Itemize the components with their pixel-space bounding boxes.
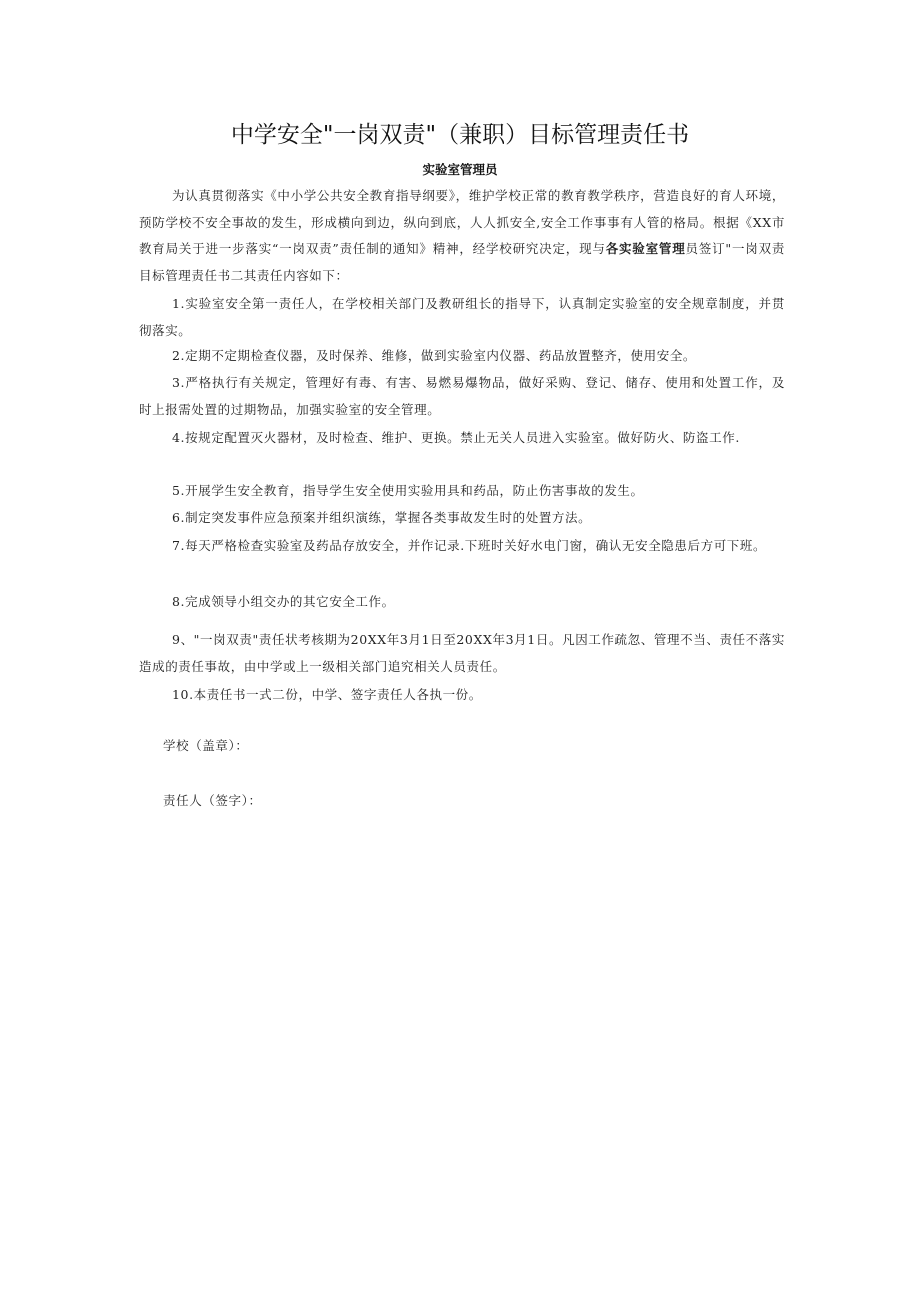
list-item-8: 8.完成领导小组交办的其它安全工作。 [172,594,395,609]
document-title: 中学安全"一岗双责"（兼职）目标管理责任书 [230,122,690,148]
intro-paragraph [139,183,785,289]
document-subtitle: 实验室管理员 [422,162,498,177]
intro-text-part1: 为认真贯彻落实《中小学公共安全教育指导纲要》，维护学校正常的教育教学秩序，营造良好的育人环境，预防学校不安全事故的发生，形成横向到边，纵向到底，人人抓安全,安全工作事事有人管的格局。根据《XX市教育局关于进一步落实“一岗双责”责任制的通知》精神，经学校研究决定，现与 [139,188,785,256]
list-item-2: 2.定期不定期检查仪器，及时保养、维修，做到实验室内仪器、药品放置整齐，使用安全。 [172,348,697,363]
list-item-6: 6.制定突发事件应急预案并组织演练，掌握各类事故发生时的处置方法。 [172,510,592,525]
list-item-1: 1.实验室安全第一责任人，在学校相关部门及教研组长的指导下，认真制定实验室的安全规章制度，并贯彻落实。 [139,296,785,338]
signer-label: 责任人（签字）： [163,793,262,808]
list-item-10: 10.本责任书一式二份，中学、签字责任人各执一份。 [172,687,482,702]
list-item-3: 3.严格执行有关规定，管理好有毒、有害、易燃易爆物品，做好采购、登记、储存、使用和处置工作，及时上报需处置的过期物品，加强实验室的安全管理。 [139,375,785,417]
list-item-7: 7.每天严格检查实验室及药品存放安全，并作记录.下班时关好水电门窗，确认无安全隐患后方可下班。 [172,538,767,553]
list-item-5: 5.开展学生安全教育，指导学生安全使用实验用具和药品，防止伤害事故的发生。 [172,483,644,498]
intro-text-bold: 各实验室管理 [605,241,686,256]
list-item-4: 4.按规定配置灭火器材，及时检查、维护、更换。禁止无关人员进入实验室。做好防火、防盗工作. [172,430,740,445]
school-seal-label: 学校（盖章）： [163,738,249,753]
list-item-9: 9、"一岗双责"责任状考核期为20XX年3月1日至20XX年3月1日。凡因工作疏忽、管理不当、责任不落实造成的责任事故，由中学或上一级相关部门追究相关人员责任。 [139,632,785,674]
intro-text-part2: 员签订"一岗双责目标管理责任书二其责任内容如下： [139,241,785,283]
